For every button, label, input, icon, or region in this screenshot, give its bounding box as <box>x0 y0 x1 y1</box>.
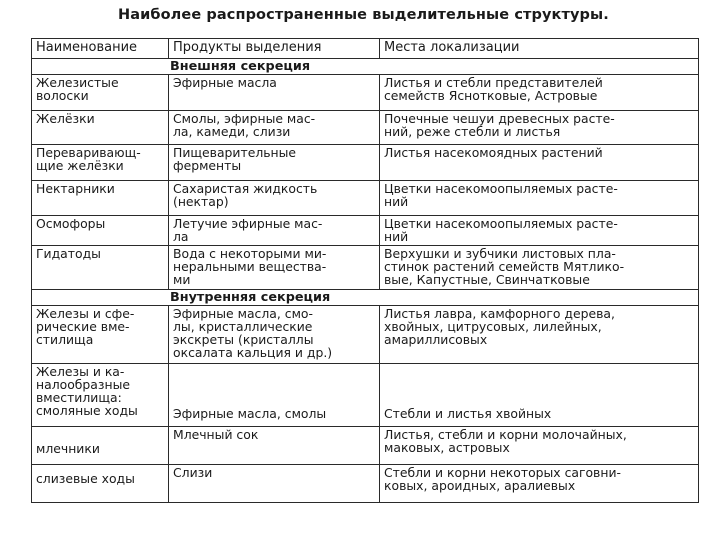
cell-line: налообразные <box>36 377 130 392</box>
cell-products <box>169 145 380 181</box>
cell-line: вместилища: <box>36 390 122 405</box>
cell-products <box>169 181 380 216</box>
header-products: Продукты выделения <box>169 39 380 59</box>
cell-line: Летучие эфирные мас- <box>173 216 323 231</box>
cell-line: Вода с некоторыми ми- <box>173 246 327 261</box>
table-row <box>32 427 699 465</box>
cell-name <box>32 364 169 427</box>
cell-places <box>380 465 699 503</box>
cell-products <box>169 364 380 427</box>
cell-line: рические вме- <box>36 319 130 334</box>
cell-line: маковых, астровых <box>384 440 510 455</box>
cell-line: лы, кристаллические <box>173 319 313 334</box>
cell-places <box>380 216 699 246</box>
cell-line: ферменты <box>173 158 242 173</box>
cell-line: ла, камеди, слизи <box>173 124 291 139</box>
cell-line: Стебли и корни некоторых саговни- <box>384 465 621 480</box>
cell-name <box>32 306 169 364</box>
cell-line: Слизи <box>173 465 213 480</box>
cell-line: волоски <box>36 88 89 103</box>
secretory-structures-table <box>31 38 699 503</box>
table-row <box>32 246 699 290</box>
cell-line: вые, Капустные, Свинчатковые <box>384 272 590 287</box>
cell-line: Гидатоды <box>36 246 101 261</box>
cell-line: Листья насекомоядных растений <box>384 145 603 160</box>
cell-line: Желёзки <box>36 111 95 126</box>
cell-places <box>380 306 699 364</box>
table-row <box>32 465 699 503</box>
cell-places <box>380 145 699 181</box>
cell-line: ний <box>384 194 409 209</box>
cell-products <box>169 465 380 503</box>
cell-line: Железы и сфе- <box>36 306 135 321</box>
cell-line: Млечный сок <box>173 427 259 442</box>
cell-products <box>169 306 380 364</box>
cell-line: Железистые <box>36 75 119 90</box>
cell-name <box>32 427 169 465</box>
page-title: Наиболее распространенные выделительные структуры. <box>118 7 609 23</box>
cell-line: хвойных, цитрусовых, лилейных, <box>384 319 602 334</box>
cell-line: неральными вещества- <box>173 259 327 274</box>
cell-line: Цветки насекомоопыляемых расте- <box>384 216 618 231</box>
header-row <box>32 39 699 59</box>
cell-line: Листья, стебли и корни молочайных, <box>384 427 627 442</box>
cell-products <box>169 427 380 465</box>
cell-name <box>32 246 169 290</box>
cell-line: ми <box>173 272 191 287</box>
cell-line: экскреты (кристаллы <box>173 332 314 347</box>
cell-line: ний <box>384 229 409 244</box>
cell-line: щие желёзки <box>36 158 124 173</box>
cell-line: Железы и ка- <box>36 364 125 379</box>
cell-products <box>169 216 380 246</box>
cell-places <box>380 364 699 427</box>
cell-products <box>169 246 380 290</box>
cell-line: Листья лавра, камфорного дерева, <box>384 306 615 321</box>
cell-line: стинок растений семейств Мятлико- <box>384 259 625 274</box>
cell-line: слизевые ходы <box>36 471 135 486</box>
cell-name <box>32 75 169 111</box>
cell-line: Сахаристая жидкость <box>173 181 318 196</box>
cell-name <box>32 181 169 216</box>
cell-line: Листья и стебли представителей <box>384 75 603 90</box>
table-row <box>32 181 699 216</box>
cell-line: Верхушки и зубчики листовых пла- <box>384 246 616 261</box>
section-row-external <box>32 59 699 75</box>
cell-line: Пищеварительные <box>173 145 297 160</box>
cell-line: Эфирные масла, смолы <box>173 406 327 421</box>
cell-places <box>380 111 699 145</box>
cell-places <box>380 75 699 111</box>
cell-line: (нектар) <box>173 194 229 209</box>
cell-line: стилища <box>36 332 94 347</box>
cell-line: Нектарники <box>36 181 115 196</box>
section-row-internal <box>32 290 699 306</box>
cell-places <box>380 246 699 290</box>
cell-products <box>169 75 380 111</box>
cell-line: ковых, ароидных, аралиевых <box>384 478 576 493</box>
cell-line: Осмофоры <box>36 216 106 231</box>
cell-products <box>169 111 380 145</box>
cell-name <box>32 465 169 503</box>
header-places: Места локализации <box>380 39 699 59</box>
cell-line: амариллисовых <box>384 332 488 347</box>
section-label-internal: Внутренняя секреция <box>32 290 699 306</box>
table-row <box>32 306 699 364</box>
section-label-external: Внешняя секреция <box>32 59 699 75</box>
cell-name <box>32 145 169 181</box>
cell-line: Почечные чешуи древесных расте- <box>384 111 615 126</box>
cell-line: семейств Яснотковые, Астровые <box>384 88 598 103</box>
table-row <box>32 364 699 427</box>
cell-places <box>380 427 699 465</box>
table-row <box>32 75 699 111</box>
cell-name <box>32 216 169 246</box>
cell-line: Переваривающ- <box>36 145 141 160</box>
cell-line: Стебли и листья хвойных <box>384 406 552 421</box>
header-name: Наименование <box>32 39 169 59</box>
cell-line: оксалата кальция и др.) <box>173 345 333 360</box>
cell-line: Цветки насекомоопыляемых расте- <box>384 181 618 196</box>
cell-line: ний, реже стебли и листья <box>384 124 561 139</box>
cell-name <box>32 111 169 145</box>
cell-line: Смолы, эфирные мас- <box>173 111 316 126</box>
cell-places <box>380 181 699 216</box>
table-row <box>32 216 699 246</box>
cell-line: млечники <box>36 441 100 456</box>
table-row <box>32 145 699 181</box>
cell-line: смоляные ходы <box>36 403 138 418</box>
table-row <box>32 111 699 145</box>
cell-line: ла <box>173 229 189 244</box>
cell-line: Эфирные масла <box>173 75 277 90</box>
cell-line: Эфирные масла, смо- <box>173 306 313 321</box>
